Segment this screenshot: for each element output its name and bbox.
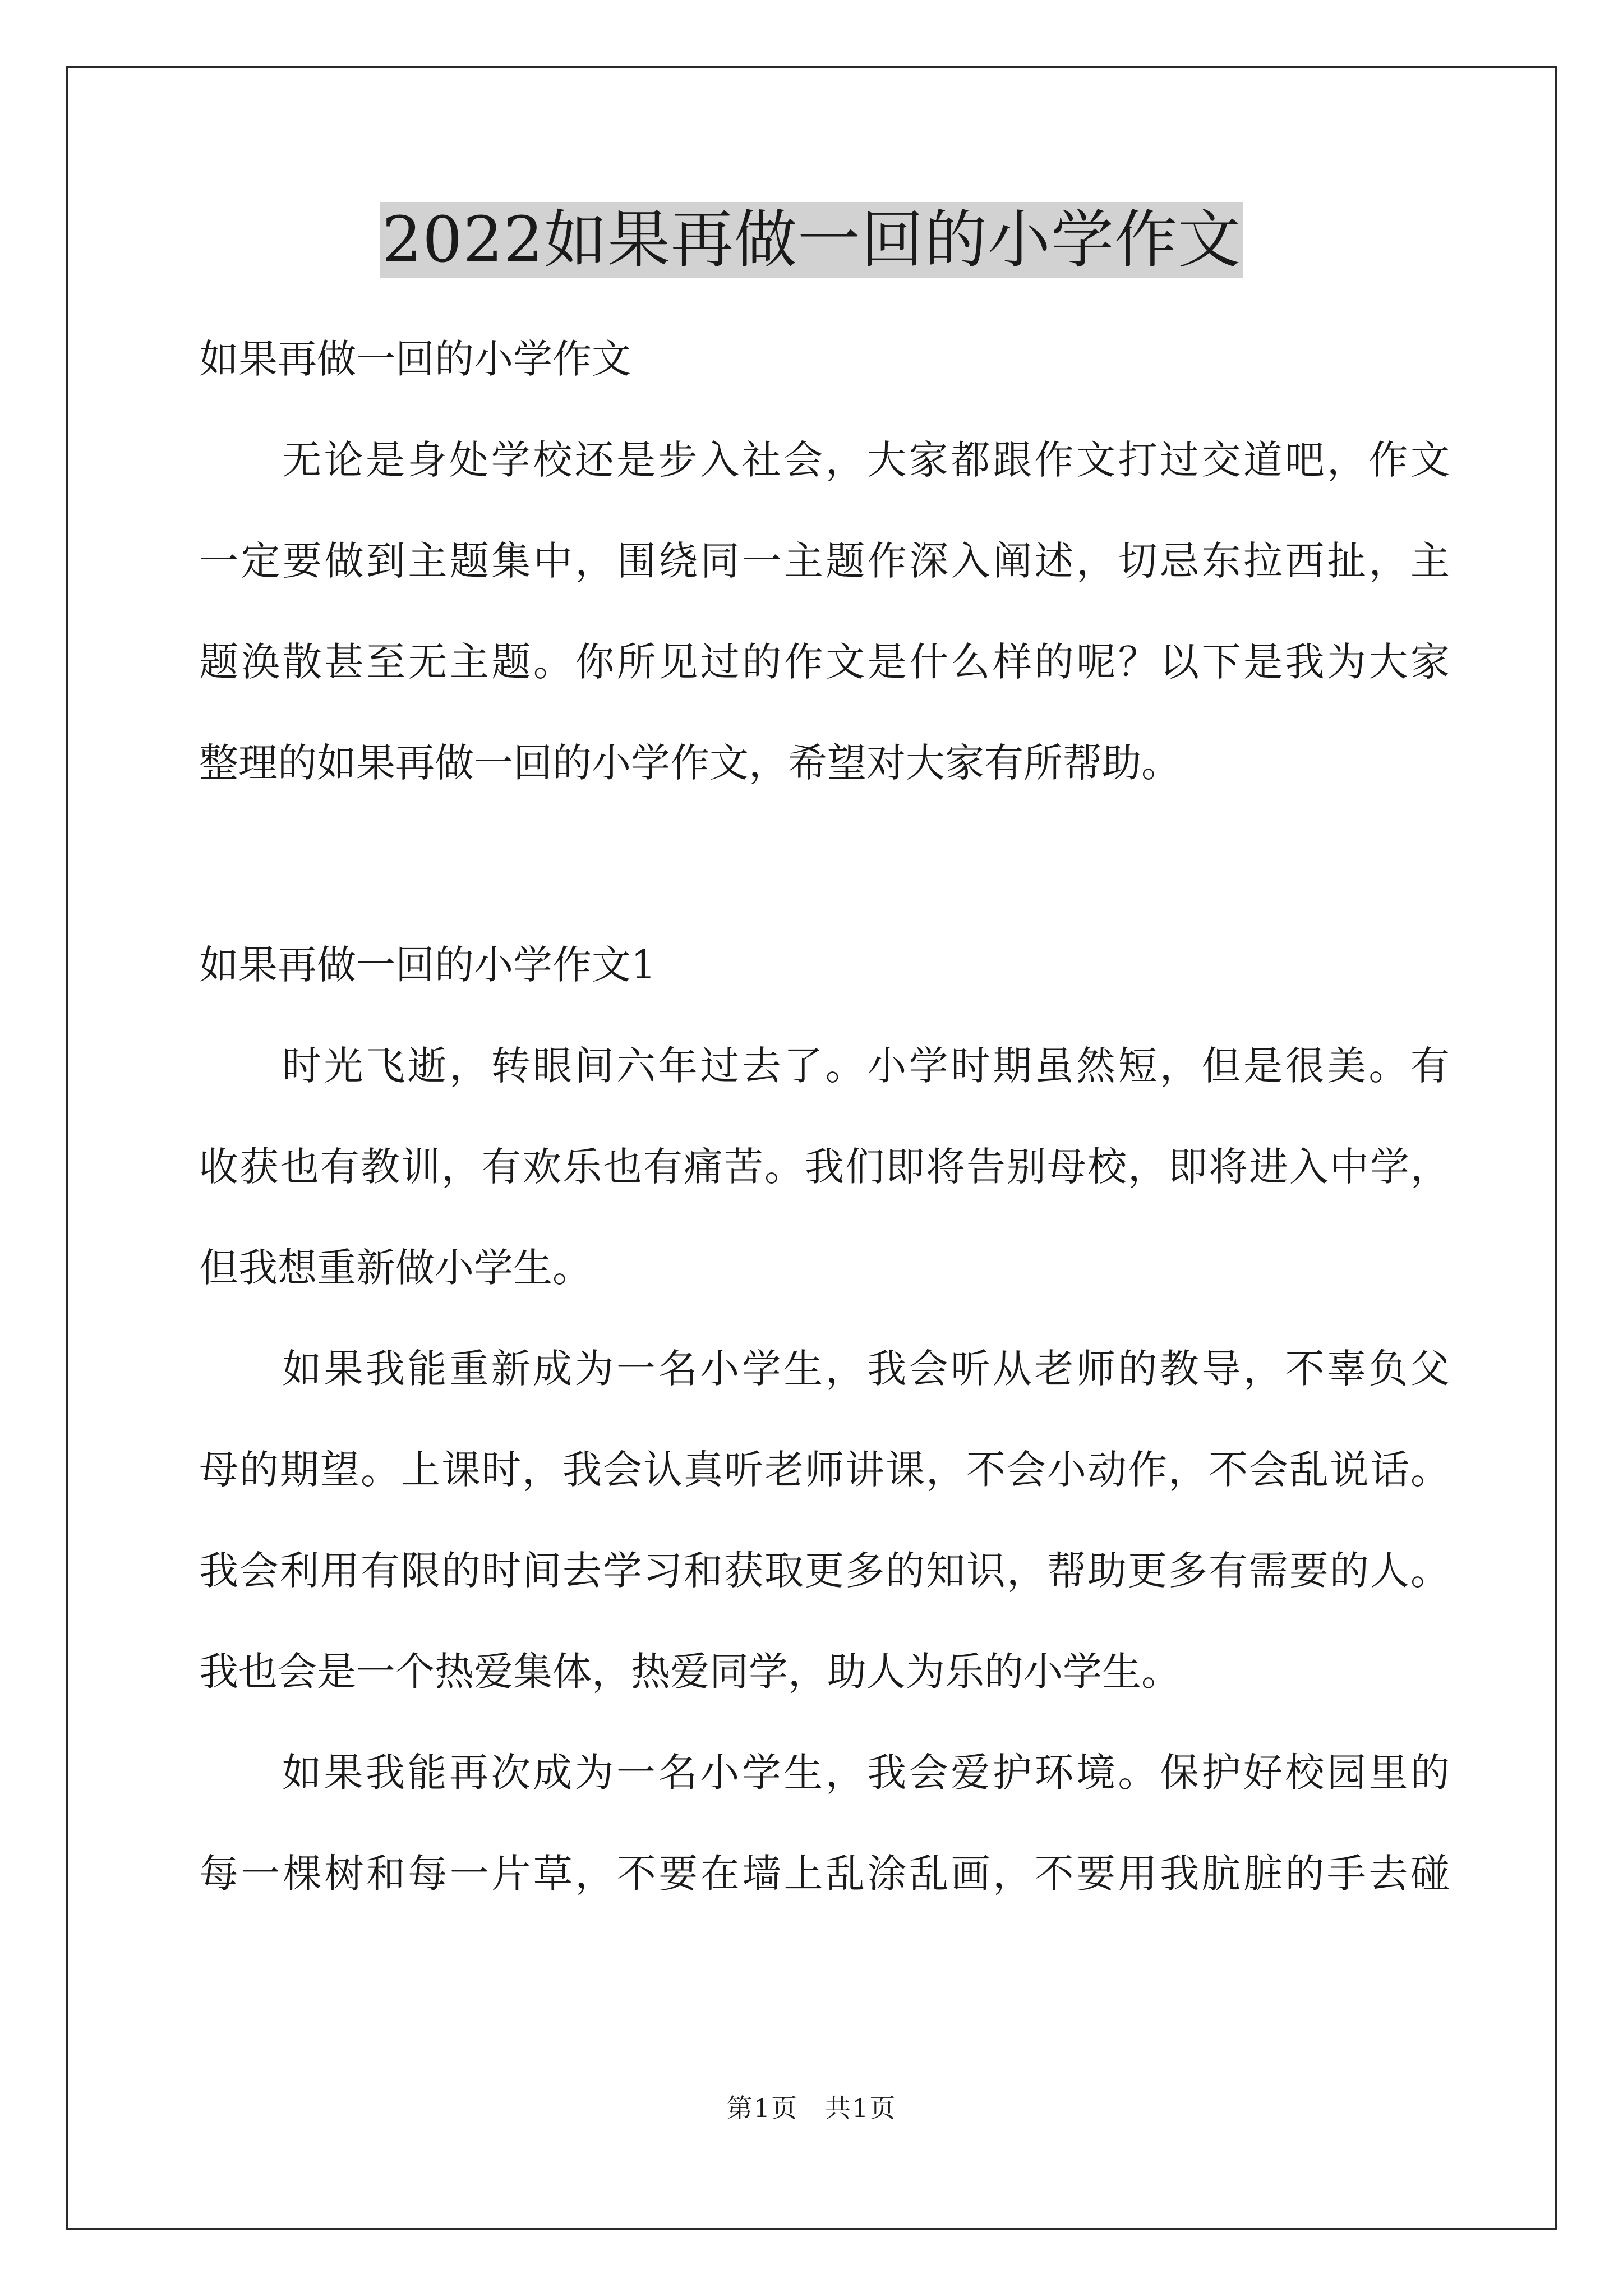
paragraph-line: 收获也有教训，有欢乐也有痛苦。我们即将告别母校，即将进入中学， xyxy=(199,1144,1450,1190)
paragraph-line: 时光飞逝，转眼间六年过去了。小学时期虽然短，但是很美。有 xyxy=(282,1043,1450,1089)
paragraph-line: 但我想重新做小学生。 xyxy=(199,1245,592,1291)
paragraph-line: 每一棵树和每一片草，不要在墙上乱涂乱画，不要用我肮脏的手去碰 xyxy=(199,1851,1450,1897)
paragraph-line: 整理的如果再做一回的小学作文，希望对大家有所帮助。 xyxy=(199,740,1181,786)
paragraph-line: 我也会是一个热爱集体，热爱同学，助人为乐的小学生。 xyxy=(199,1649,1181,1695)
paragraph-line: 母的期望。上课时，我会认真听老师讲课，不会小动作，不会乱说话。 xyxy=(199,1447,1450,1493)
title-wrap xyxy=(0,202,1623,278)
intro-paragraph xyxy=(199,409,1450,813)
document-title: 2022如果再做一回的小学作文 xyxy=(380,202,1243,278)
paragraph-line: 如果我能重新成为一名小学生，我会听从老师的教导，不辜负父 xyxy=(282,1346,1450,1392)
section-heading: 如果再做一回的小学作文1 xyxy=(199,942,656,988)
page-footer: 第1页 共1页 xyxy=(726,2093,897,2123)
document-body xyxy=(199,309,1450,1924)
paragraph-2 xyxy=(199,1318,1450,1722)
paragraph-line: 如果我能再次成为一名小学生，我会爱护环境。保护好校园里的 xyxy=(282,1750,1450,1796)
document-subtitle: 如果再做一回的小学作文 xyxy=(199,336,631,382)
paragraph-line: 题涣散甚至无主题。你所见过的作文是什么样的呢？以下是我为大家 xyxy=(199,639,1450,685)
paragraph-line: 我会利用有限的时间去学习和获取更多的知识，帮助更多有需要的人。 xyxy=(199,1548,1450,1594)
paragraph-line: 无论是身处学校还是步入社会，大家都跟作文打过交道吧，作文 xyxy=(282,437,1450,483)
paragraph-1 xyxy=(199,1015,1450,1318)
paragraph-line: 一定要做到主题集中，围绕同一主题作深入阐述，切忌东拉西扯，主 xyxy=(199,538,1450,584)
paragraph-3 xyxy=(199,1722,1450,1924)
spacer xyxy=(199,813,1450,914)
